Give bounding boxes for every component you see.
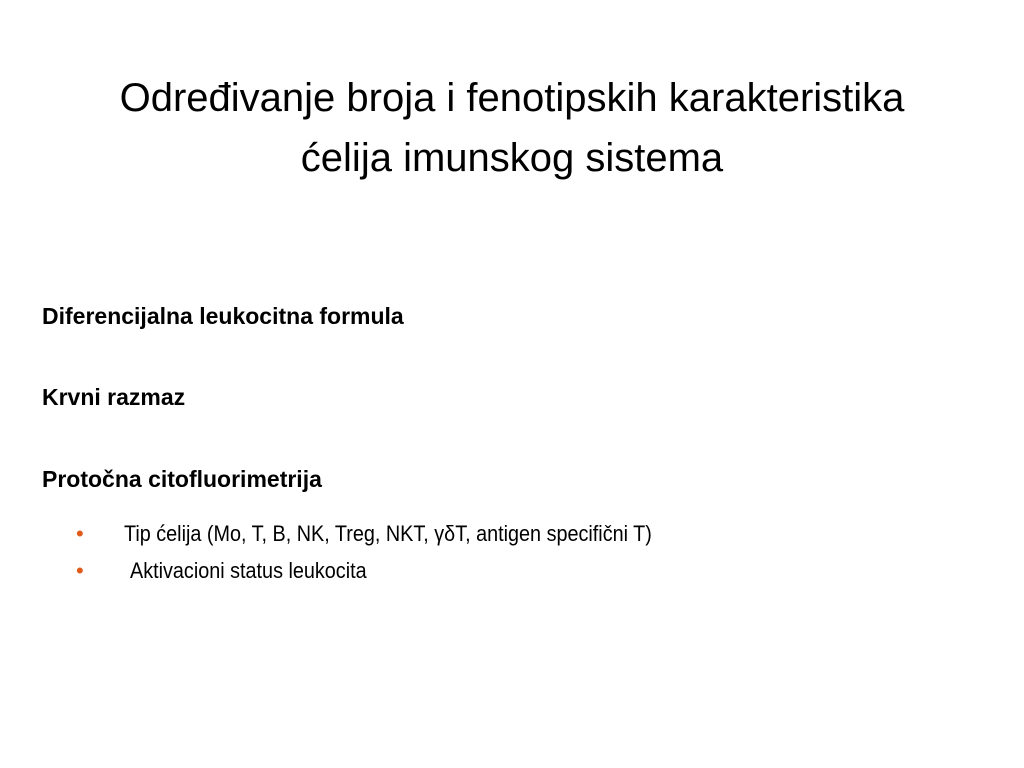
- slide-title: [30, 68, 994, 188]
- bullet-text: Tip ćelija (Mo, T, B, NK, Treg, NKT, γδT, antigen specifični T): [124, 521, 652, 546]
- bullet-text: Aktivacioni status leukocita: [130, 558, 367, 583]
- heading-blood-smear: Krvni razmaz: [42, 384, 186, 410]
- heading-differential-formula: Diferencijalna leukocitna formula: [42, 303, 404, 329]
- slide-title-line-2: ćelija imunskog sistema: [300, 136, 724, 180]
- slide-title-line-1: Određivanje broja i fenotipskih karakteristika: [119, 76, 905, 120]
- bullet-icon: •: [76, 558, 84, 583]
- heading-flow-cytometry: Protočna citofluorimetrija: [42, 466, 322, 492]
- bullet-icon: •: [76, 521, 84, 546]
